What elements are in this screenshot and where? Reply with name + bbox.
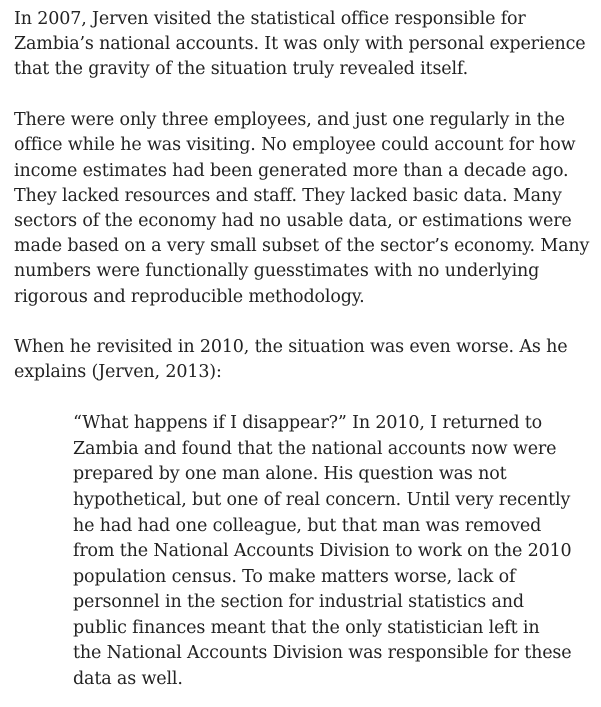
paragraph-office-conditions: There were only three employees, and just one regularly in the office while he was visiting. No employee could account for how income estimates had been generated more than a decade ago. They lacked resources and staff. They lacked basic data. Many sectors of the economy had no usable data, or estimations were made based on a very small subset of the sector’s economy. Many numbers were functionally guesstimates with no underlying rigorous and reproducible methodology. — [14, 110, 590, 307]
paragraph-visit-2007: In 2007, Jerven visited the statistical office responsible for Zambia’s national accounts. It was only with personal experience that the gravity of the situation truly revealed itself. — [14, 9, 586, 80]
article-body — [14, 7, 594, 693]
paragraph-revisit-2010: When he revisited in 2010, the situation was even worse. As he explains (Jerven, 2013): — [14, 337, 568, 383]
jerven-quote: “What happens if I disappear?” In 2010, I returned to Zambia and found that the national accounts now were prepared by one man alone. His question was not hypothetical, but one of real concern. Until very recently he had had one colleague, but that man was removed from the National Accounts Division to work on the 2010 population census. To make matters worse, lack of personnel in the section for industrial statistics and public finances meant that the only statistician left in the National Accounts Division was responsible for these data as well. — [73, 413, 572, 690]
